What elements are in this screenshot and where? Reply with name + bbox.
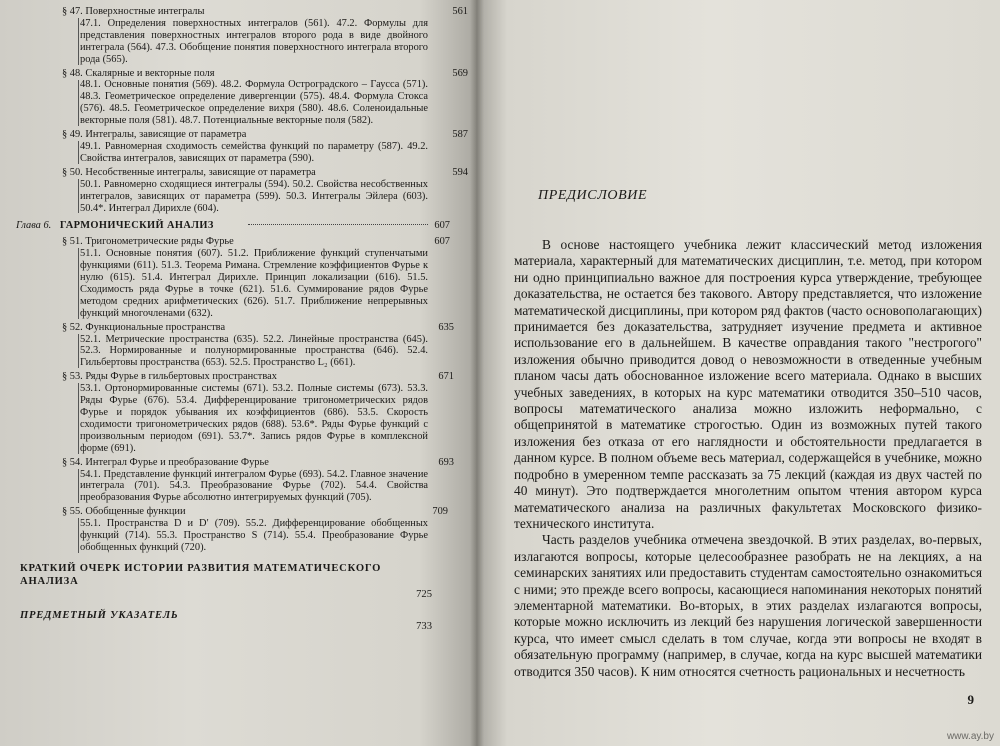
preface-paragraph: В основе настоящего учебника лежит классический метод изложения материала, характерный для математических дисциплин, т.е. метод, при котором ни одно принципиально важное для построения курса утверждение, требующее доказательства, не остается без такового. Автору представляется, что изложение математической дисциплины, при котором ряд фактов (часто основополагающих) принимается без доказательства, затрудняет изучение предмета и активное использование его в дальнейшем. В качестве оправдания такого "нестрогого" изложения обычно приводится довод о невозможности в отведенные учебным планом часы дать обоснованное изложение всего материала. Однако в высших учебных заведениях, в которых на курс математики отводится 350–510 часов, вопросы математического анализа можно изложить неформально, с общепринятой в математике строгостью. Один из возможных путей такого изложения без отказа от его наглядности и обстоятельности предлагается в данном курсе. В полном объеме весь материал, содержащейся в учебнике, можно подробно в умеренном темпе рассказать за 75 лекций (каждая из двух частей по 40 минут). Это подтверждается многолетним опытом чтения автором курса математического анализа на различных факультетах Московского физико-технического института.	[514, 237, 982, 531]
toc-page-number: 569	[452, 67, 468, 79]
toc-section-number: § 52.	[62, 321, 83, 333]
right-page	[476, 0, 1000, 746]
toc-subsections: 49.1. Равномерная сходимость семейства функций по параметру (587). 49.2. Свойства интегралов, зависящих от параметра (590).	[80, 140, 428, 164]
toc-entry-50	[16, 167, 468, 215]
toc-rule	[78, 179, 79, 214]
toc-section-number: § 53.	[62, 371, 83, 383]
toc-section-title: Ряды Фурье в гильбертовых пространствах	[85, 371, 277, 383]
toc-page-number: 635	[438, 321, 454, 333]
toc-subsections: 51.1. Основные понятия (607). 51.2. Приближение функций ступенчатыми функциями (611). 51.3. Теорема Римана. Стремление коэффициентов Фурье к нулю (615). 51.4. Интеграл Дирихле. Принцип локализации (616). 51.5. Сходимость ряда Фурье в точке (621). 51.6. Суммирование рядов Фурье методом средних арифметических (626). 51.7. Приближение непрерывных функций многочленами (632).	[80, 248, 428, 319]
page-number: 9	[967, 692, 974, 707]
toc-page-number: 693	[438, 456, 454, 468]
toc-entry-53	[16, 371, 468, 454]
toc-rule	[78, 80, 79, 127]
toc-page-number: 709	[432, 506, 448, 518]
preface-title: ПРЕДИСЛОВИЕ	[538, 188, 648, 203]
preface-paragraph: Часть разделов учебника отмечена звездочкой. В этих разделах, во-первых, излагаются вопросы, которые целесообразнее разобрать не на лекциях, а на семинарских занятиях или предоставить студентам самостоятельно ознакомиться с ними; это прежде всего вопросы, касающиеся напоминания некоторых понятий элементарной математики. Во-вторых, в этих разделах излагаются вопросы, которые можно исключить из лекций без нарушения логической завершенности курса, что имеет смысл сделать в том случае, когда эти вопросы не входят в обязательную программу (например, в случае, когда на курс высшей математики отводится 350 часов). К ним относятся счетность рациональных и несчетность	[514, 532, 982, 679]
table-of-contents	[16, 6, 468, 633]
toc-subsections: 52.1. Метрические пространства (635). 52.2. Линейные пространства (645). 52.3. Нормированные и полунормированные пространства (646). 52.4. Гильбертовы пространства (653). 52.5. Пространство L₂ (661).	[80, 333, 428, 369]
toc-subsections: 53.1. Ортонормированные системы (671). 53.2. Полные системы (673). 53.3. Ряды Фурье (676). 53.4. Дифференцирование тригонометрических рядов Фурье и порядок убывания их коэффициентов (686). 53.5. Скорость сходимости тригонометрических рядов (688). 53.6*. Ряды Фурье функций с произвольным периодом (691). 53.7*. Запись рядов Фурье в комплексной форме (691).	[80, 383, 428, 454]
watermark: www.ay.by	[946, 731, 994, 742]
toc-section-number: § 49.	[62, 129, 83, 141]
toc-section-title: Обобщенные функции	[85, 506, 186, 518]
toc-section-title: Тригонометрические ряды Фурье	[85, 236, 234, 248]
toc-history-entry	[20, 562, 468, 601]
toc-section-number: § 47.	[62, 6, 83, 17]
toc-subsections: 47.1. Определения поверхностных интегралов (561). 47.2. Формулы для представления поверхностных интегралов второго рода в виде двойного интеграла (564). 47.3. Обобщение понятия поверхностного интеграла второго рода (565).	[80, 17, 428, 65]
toc-rule	[78, 334, 79, 369]
toc-section-title: Поверхностные интегралы	[85, 6, 205, 17]
chapter-label: Глава 6.	[16, 220, 52, 232]
toc-subsections: 55.1. Пространства D и D′ (709). 55.2. Дифференцирование обобщенных функций (714). 55.3. Пространство S (714). 55.4. Преобразование Фурье обобщенных функций (720).	[80, 518, 428, 553]
toc-rule	[78, 518, 79, 553]
toc-section-title: Скалярные и векторные поля	[85, 67, 215, 79]
toc-page-number: 725	[416, 588, 432, 600]
toc-entry-52	[16, 322, 468, 370]
toc-entry-55	[16, 506, 468, 554]
chapter-title: ГАРМОНИЧЕСКИЙ АНАЛИЗ	[59, 220, 214, 232]
toc-subsections: 48.1. Основные понятия (569). 48.2. Формула Остроградского – Гаусса (571). 48.3. Геометрическое определение дивергенции (575). 48.4. Формула Стокса (576). 48.5. Геометрическое определение вихря (580). 48.6. Соленоидальные векторные поля (581). 48.7. Потенциальные векторные поля (582).	[80, 79, 428, 127]
toc-page-number: 733	[416, 620, 432, 632]
toc-section-number: § 54.	[62, 456, 83, 468]
toc-page-number: 607	[434, 220, 450, 232]
toc-section-number: § 48.	[62, 67, 83, 79]
toc-entry-47	[16, 6, 468, 66]
toc-rule	[78, 141, 79, 164]
toc-section-title: Интегралы, зависящие от параметра	[85, 129, 247, 141]
toc-section-title: Несобственные интегралы, зависящие от параметра	[85, 166, 316, 178]
toc-rule	[78, 383, 79, 453]
toc-page-number: 594	[452, 166, 468, 178]
toc-rule	[78, 248, 79, 318]
toc-page-number: 561	[452, 6, 468, 17]
toc-subsections: 54.1. Представление функций интегралом Фурье (693). 54.2. Главное значение интеграла (701). 54.3. Преобразование Фурье (702). 54.4. Свойства преобразования Фурье абсолютно интегрируемых функций (705).	[80, 468, 428, 504]
index-title: ПРЕДМЕТНЫЙ УКАЗАТЕЛЬ	[20, 609, 179, 621]
toc-entry-54	[16, 457, 468, 505]
toc-page-number: 671	[438, 371, 454, 383]
toc-page-number: 587	[452, 129, 468, 141]
toc-entry-49	[16, 129, 468, 165]
history-title: КРАТКИЙ ОЧЕРК ИСТОРИИ РАЗВИТИЯ МАТЕМАТИЧЕСКОГО АНАЛИЗА	[20, 562, 382, 587]
toc-page-number: 607	[434, 236, 450, 248]
toc-section-title: Интеграл Фурье и преобразование Фурье	[85, 456, 269, 468]
toc-section-number: § 50.	[62, 166, 83, 178]
toc-section-title: Функциональные пространства	[85, 321, 226, 333]
toc-chapter-heading	[16, 220, 468, 232]
toc-index-entry	[20, 609, 468, 633]
toc-rule	[78, 18, 79, 65]
left-page	[0, 0, 476, 746]
toc-entry-48	[16, 68, 468, 128]
toc-entry-51	[16, 236, 468, 319]
toc-rule	[78, 469, 79, 504]
toc-section-number: § 51.	[62, 236, 83, 248]
toc-subsections: 50.1. Равномерно сходящиеся интегралы (594). 50.2. Свойства несобственных интегралов, зависящих от параметра (599). 50.3. Интегралы Эйлера (603). 50.4*. Интеграл Дирихле (604).	[80, 178, 428, 214]
preface-body	[514, 237, 982, 680]
toc-section-number: § 55.	[62, 506, 83, 518]
book-gutter	[470, 0, 484, 746]
leader-dots	[248, 224, 428, 225]
